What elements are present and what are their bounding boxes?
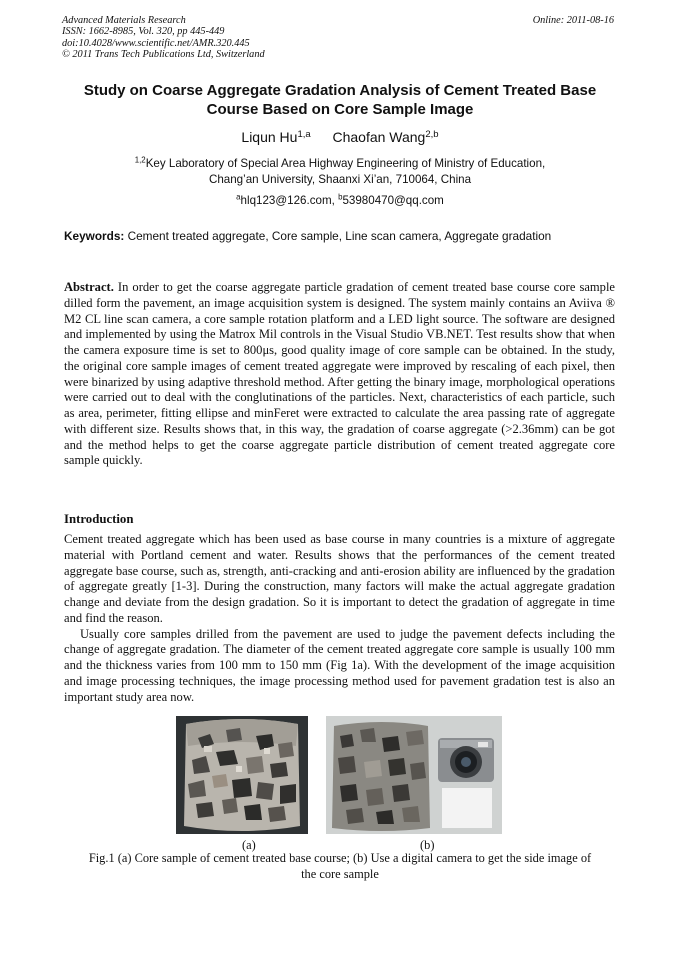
affiliation-line-2: Chang’an University, Shaanxi Xi’an, 710064, China <box>208 172 472 186</box>
author-emails <box>60 193 620 208</box>
body-paragraph: Cement treated aggregate which has been used as base course in many countries is a mixture of aggregate material with Portland cement and water. Results shows that the performances of the cement treated aggregate base course, such as, strength, anti-cracking and anti-erosion ability are influenced by the gradation of aggregate greatly [1-3]. During the construction, many factors will make the actual aggregate gradation change and deviate from the design gradation. So it is important to detect the gradation of aggregate in time and find the reason. <box>64 532 615 625</box>
figure-label-a: (a) <box>242 838 256 852</box>
figure-caption <box>60 851 620 882</box>
author-list <box>60 128 620 146</box>
journal-header <box>62 15 265 61</box>
journal-name: Advanced Materials Research <box>62 15 186 26</box>
affiliation-mark: 1,2 <box>134 155 146 165</box>
copyright-line: © 2011 Trans Tech Publications Ltd, Switzerland <box>62 49 265 61</box>
author-affiliation-mark: 2,b <box>425 128 439 140</box>
keywords <box>64 229 616 244</box>
abstract-text: In order to get the coarse aggregate particle gradation of cement treated base course core sample dilled form the pavement, an image acquisition system is designed. The system mainly contains an Aviiva ® M2 CL line scan camera, a core sample rotation platform and a LED light source. The software are designed and implemented by using the Matrox Mil controls in the Visual Studio VB.NET. Test results show that when the camera exposure time is set to 800μs, good quality image of core sample can be obtained. In the study, the original core sample images of cement treated aggregate were improved by rescaling of each pixel, then were binarized by using adaptive threshold method. After getting the binary image, morphological operations were carried out to deal with the conglutinations of the particles. Next, characteristics of each particle, such as area, perimeter, fitting ellipse and minFeret were extracted to calculate the area passing rate of aggregate with different size. Results shows that, in this way, the gradation of coarse aggregate (>2.36mm) can be got and the method helps to get the coarse aggregate particle distribution of cement treated aggregate core sample quickly. <box>64 280 616 468</box>
author-name: Chaofan Wang <box>332 129 426 145</box>
title-line-2: Course Based on Core Sample Image <box>206 101 474 118</box>
introduction-body <box>64 532 615 705</box>
email-link[interactable]: hlq123@126.com, <box>240 194 335 207</box>
caption-line-2: the core sample <box>301 866 379 881</box>
figure-label-b: (b) <box>420 838 435 852</box>
email-link[interactable]: 53980470@qq.com <box>342 194 444 207</box>
body-paragraph: Usually core samples drilled from the pavement are used to judge the pavement defects including the change of aggregate gradation. The diameter of the cement treated aggregate core sample is usually 100 mm and the thickness varies from 100 mm to 150 mm (Fig 1a). With the development of the image acquisition and image processing techniques, the image processing method used for pavement gradation test is also an important study area now. <box>64 626 615 704</box>
section-heading: Introduction <box>64 512 134 526</box>
affiliation-line-1: Key Laboratory of Special Area Highway Engineering of Ministry of Education, <box>145 157 546 170</box>
title-line-1: Study on Coarse Aggregate Gradation Analysis of Cement Treated Base <box>83 82 597 99</box>
author-affiliation-mark: 1,a <box>297 128 311 140</box>
keywords-label: Keywords: <box>64 229 125 243</box>
core-sample-image <box>176 716 308 834</box>
doi-line: doi:10.4028/www.scientific.net/AMR.320.445 <box>62 37 250 49</box>
camera-setup-photo <box>326 716 502 834</box>
online-date: Online: 2011-08-16 <box>532 15 614 26</box>
issn-line: ISSN: 1662-8985, Vol. 320, pp 445-449 <box>62 26 225 38</box>
abstract-label: Abstract. <box>64 280 114 294</box>
email-mark: a <box>236 192 241 202</box>
paper-title <box>60 81 620 119</box>
camera-setup-image <box>326 716 502 834</box>
core-sample-photo <box>176 716 308 834</box>
abstract <box>64 280 615 469</box>
author-name: Liqun Hu <box>241 129 298 145</box>
keywords-text: Cement treated aggregate, Core sample, Line scan camera, Aggregate gradation <box>127 229 552 243</box>
caption-line-1: Fig.1 (a) Core sample of cement treated base course; (b) Use a digital camera to get the side image of <box>88 851 592 865</box>
affiliation <box>60 156 620 187</box>
email-mark: b <box>338 192 343 202</box>
